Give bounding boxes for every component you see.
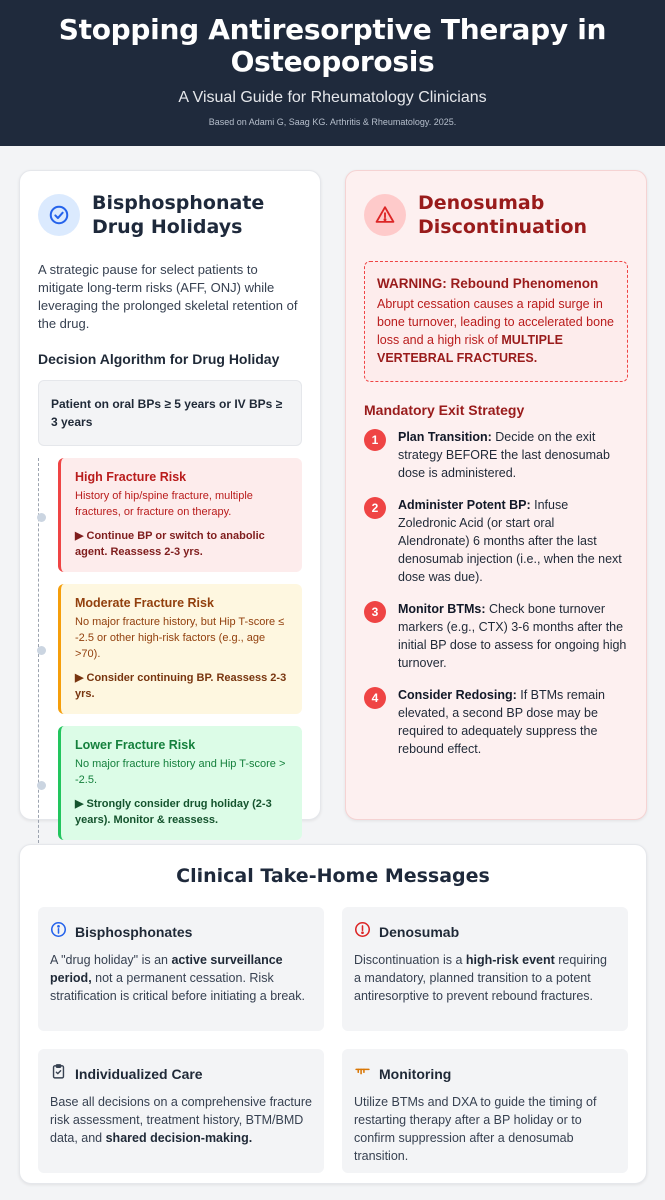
- takehome-message: [38, 907, 324, 1031]
- denosumab-card: [345, 170, 647, 820]
- message-text-bold: high-risk event: [465, 953, 555, 967]
- message-title: Monitoring: [379, 1066, 452, 1082]
- message-title: Denosumab: [379, 924, 460, 940]
- moderate-risk-box: [58, 584, 302, 714]
- risk-title: Lower Fracture Risk: [75, 738, 196, 752]
- clipboard-icon: [50, 1063, 67, 1085]
- ruler-icon: [354, 1063, 371, 1085]
- message-text-post: requiring a mandatory, planned transition to a potent antiresorptive to prevent rebound fractures.: [354, 953, 607, 1003]
- warning-title: WARNING: Rebound Phenomenon: [377, 276, 599, 291]
- step-text: [398, 428, 628, 482]
- message-text-pre: A "drug holiday" is an: [50, 953, 172, 967]
- message-header: [354, 921, 616, 943]
- step-number-badge: 3: [364, 601, 386, 623]
- step-number-badge: 2: [364, 497, 386, 519]
- risk-description: No major fracture history and Hip T-score > -2.5.: [75, 758, 286, 786]
- step-number-badge: 4: [364, 687, 386, 709]
- rebound-warning-box: [364, 261, 628, 382]
- step-text: [398, 496, 628, 586]
- decision-tree: [38, 458, 302, 840]
- risk-title: High Fracture Risk: [75, 470, 187, 484]
- message-title: Individualized Care: [75, 1066, 203, 1082]
- message-text-post: not a permanent cessation. Risk stratification is critical before initiating a break.: [50, 971, 305, 1003]
- warning-text-body: Abrupt cessation causes a rapid surge in bone turnover, leading to accelerated bone loss and a high risk of: [377, 297, 614, 347]
- lower-risk-box: [58, 726, 302, 840]
- message-title: Bisphosphonates: [75, 924, 193, 940]
- step-text: [398, 600, 628, 672]
- risk-action: ▶ Consider continuing BP. Reassess 2-3 yrs.: [75, 672, 287, 700]
- warning-triangle-icon: [364, 194, 406, 236]
- step-label: Monitor BTMs:: [398, 602, 486, 616]
- risk-description: History of hip/spine fracture, multiple fractures, or fracture on therapy.: [75, 490, 253, 518]
- bisphosphonate-card-header: [38, 191, 302, 239]
- takehome-card: [19, 844, 647, 1184]
- step-body: If BTMs remain elevated, a second BP dose may be required to adequately suppress the rebound effect.: [398, 688, 605, 756]
- step-body: Infuse Zoledronic Acid (or start oral Alendronate) 6 months after the last denosumab injection (i.e., when the next dose was due).: [398, 498, 622, 584]
- exit-step: [364, 686, 628, 758]
- info-circle-icon: [50, 921, 67, 943]
- step-number-badge: 1: [364, 429, 386, 451]
- check-circle-icon: [38, 194, 80, 236]
- risk-action: ▶ Strongly consider drug holiday (2-3 years). Monitor & reassess.: [75, 798, 272, 826]
- warning-emphasis: MULTIPLE VERTEBRAL FRACTURES.: [377, 333, 563, 365]
- tree-node-dot: [37, 646, 46, 655]
- step-label: Consider Redosing:: [398, 688, 517, 702]
- denosumab-title: Denosumab Discontinuation: [418, 192, 588, 238]
- message-header: [50, 1063, 312, 1085]
- step-label: Administer Potent BP:: [398, 498, 531, 512]
- exit-step: [364, 496, 628, 586]
- high-risk-box: [58, 458, 302, 572]
- step-text: [398, 686, 628, 758]
- step-body: Check bone turnover markers (e.g., CTX) 3-6 months after the initial BP dose to assess for ongoing high turnover.: [398, 602, 627, 670]
- exit-step: [364, 600, 628, 672]
- message-header: [354, 1063, 616, 1085]
- takehome-message: [342, 907, 628, 1031]
- risk-title: Moderate Fracture Risk: [75, 596, 214, 610]
- page-header: [0, 0, 665, 146]
- step-label: Plan Transition:: [398, 430, 492, 444]
- bisphosphonate-title: Bisphosphonate Drug Holidays: [92, 192, 265, 238]
- takehome-message: [38, 1049, 324, 1173]
- message-text-pre: Utilize BTMs and DXA to guide the timing of restarting therapy after a BP holiday or to confirm suppression after a denosumab transition.: [354, 1095, 597, 1163]
- exit-strategy-title: Mandatory Exit Strategy: [364, 402, 525, 418]
- tree-node-dot: [37, 781, 46, 790]
- takehome-title: Clinical Take-Home Messages: [176, 865, 490, 887]
- step-body: Decide on the exit strategy BEFORE the last denosumab dose is administered.: [398, 430, 610, 480]
- page-title: Stopping Antiresorptive Therapy in Osteoporosis: [58, 13, 607, 78]
- risk-action: ▶ Continue BP or switch to anabolic agent. Reassess 2-3 yrs.: [75, 530, 265, 558]
- denosumab-card-header: [364, 191, 628, 239]
- message-header: [50, 921, 312, 943]
- message-text-bold: shared decision-making.: [105, 1131, 253, 1145]
- source-citation: Based on Adami G, Saag KG. Arthritis & Rheumatology. 2025.: [208, 117, 457, 127]
- patient-criteria-box: Patient on oral BPs ≥ 5 years or IV BPs ≥ 3 years: [38, 380, 302, 446]
- warning-text: [377, 295, 615, 367]
- message-text: [50, 951, 312, 1005]
- bisphosphonate-intro: A strategic pause for select patients to mitigate long-term risks (AFF, ONJ) while leveraging the prolonged skeletal retention of the drug.: [38, 262, 298, 331]
- exit-step: [364, 428, 628, 482]
- takehome-grid: [38, 907, 628, 1173]
- exit-steps-list: [364, 428, 628, 758]
- page-subtitle: A Visual Guide for Rheumatology Clinicians: [178, 89, 487, 106]
- alert-circle-icon: [354, 921, 371, 943]
- message-text-bold: active surveillance period,: [50, 953, 283, 985]
- takehome-message: [342, 1049, 628, 1173]
- algorithm-title: Decision Algorithm for Drug Holiday: [38, 351, 280, 367]
- message-text: [354, 1093, 616, 1165]
- tree-node-dot: [37, 513, 46, 522]
- message-text: [50, 1093, 312, 1147]
- bisphosphonate-card: [19, 170, 321, 826]
- risk-description: No major fracture history, but Hip T-score ≤ -2.5 or other high-risk factors (e.g., age >70).: [75, 616, 285, 660]
- message-text: [354, 951, 616, 1005]
- message-text-pre: Base all decisions on a comprehensive fracture risk assessment, treatment history, BTM/BMD data, and: [50, 1095, 312, 1145]
- message-text-pre: Discontinuation is a: [354, 953, 466, 967]
